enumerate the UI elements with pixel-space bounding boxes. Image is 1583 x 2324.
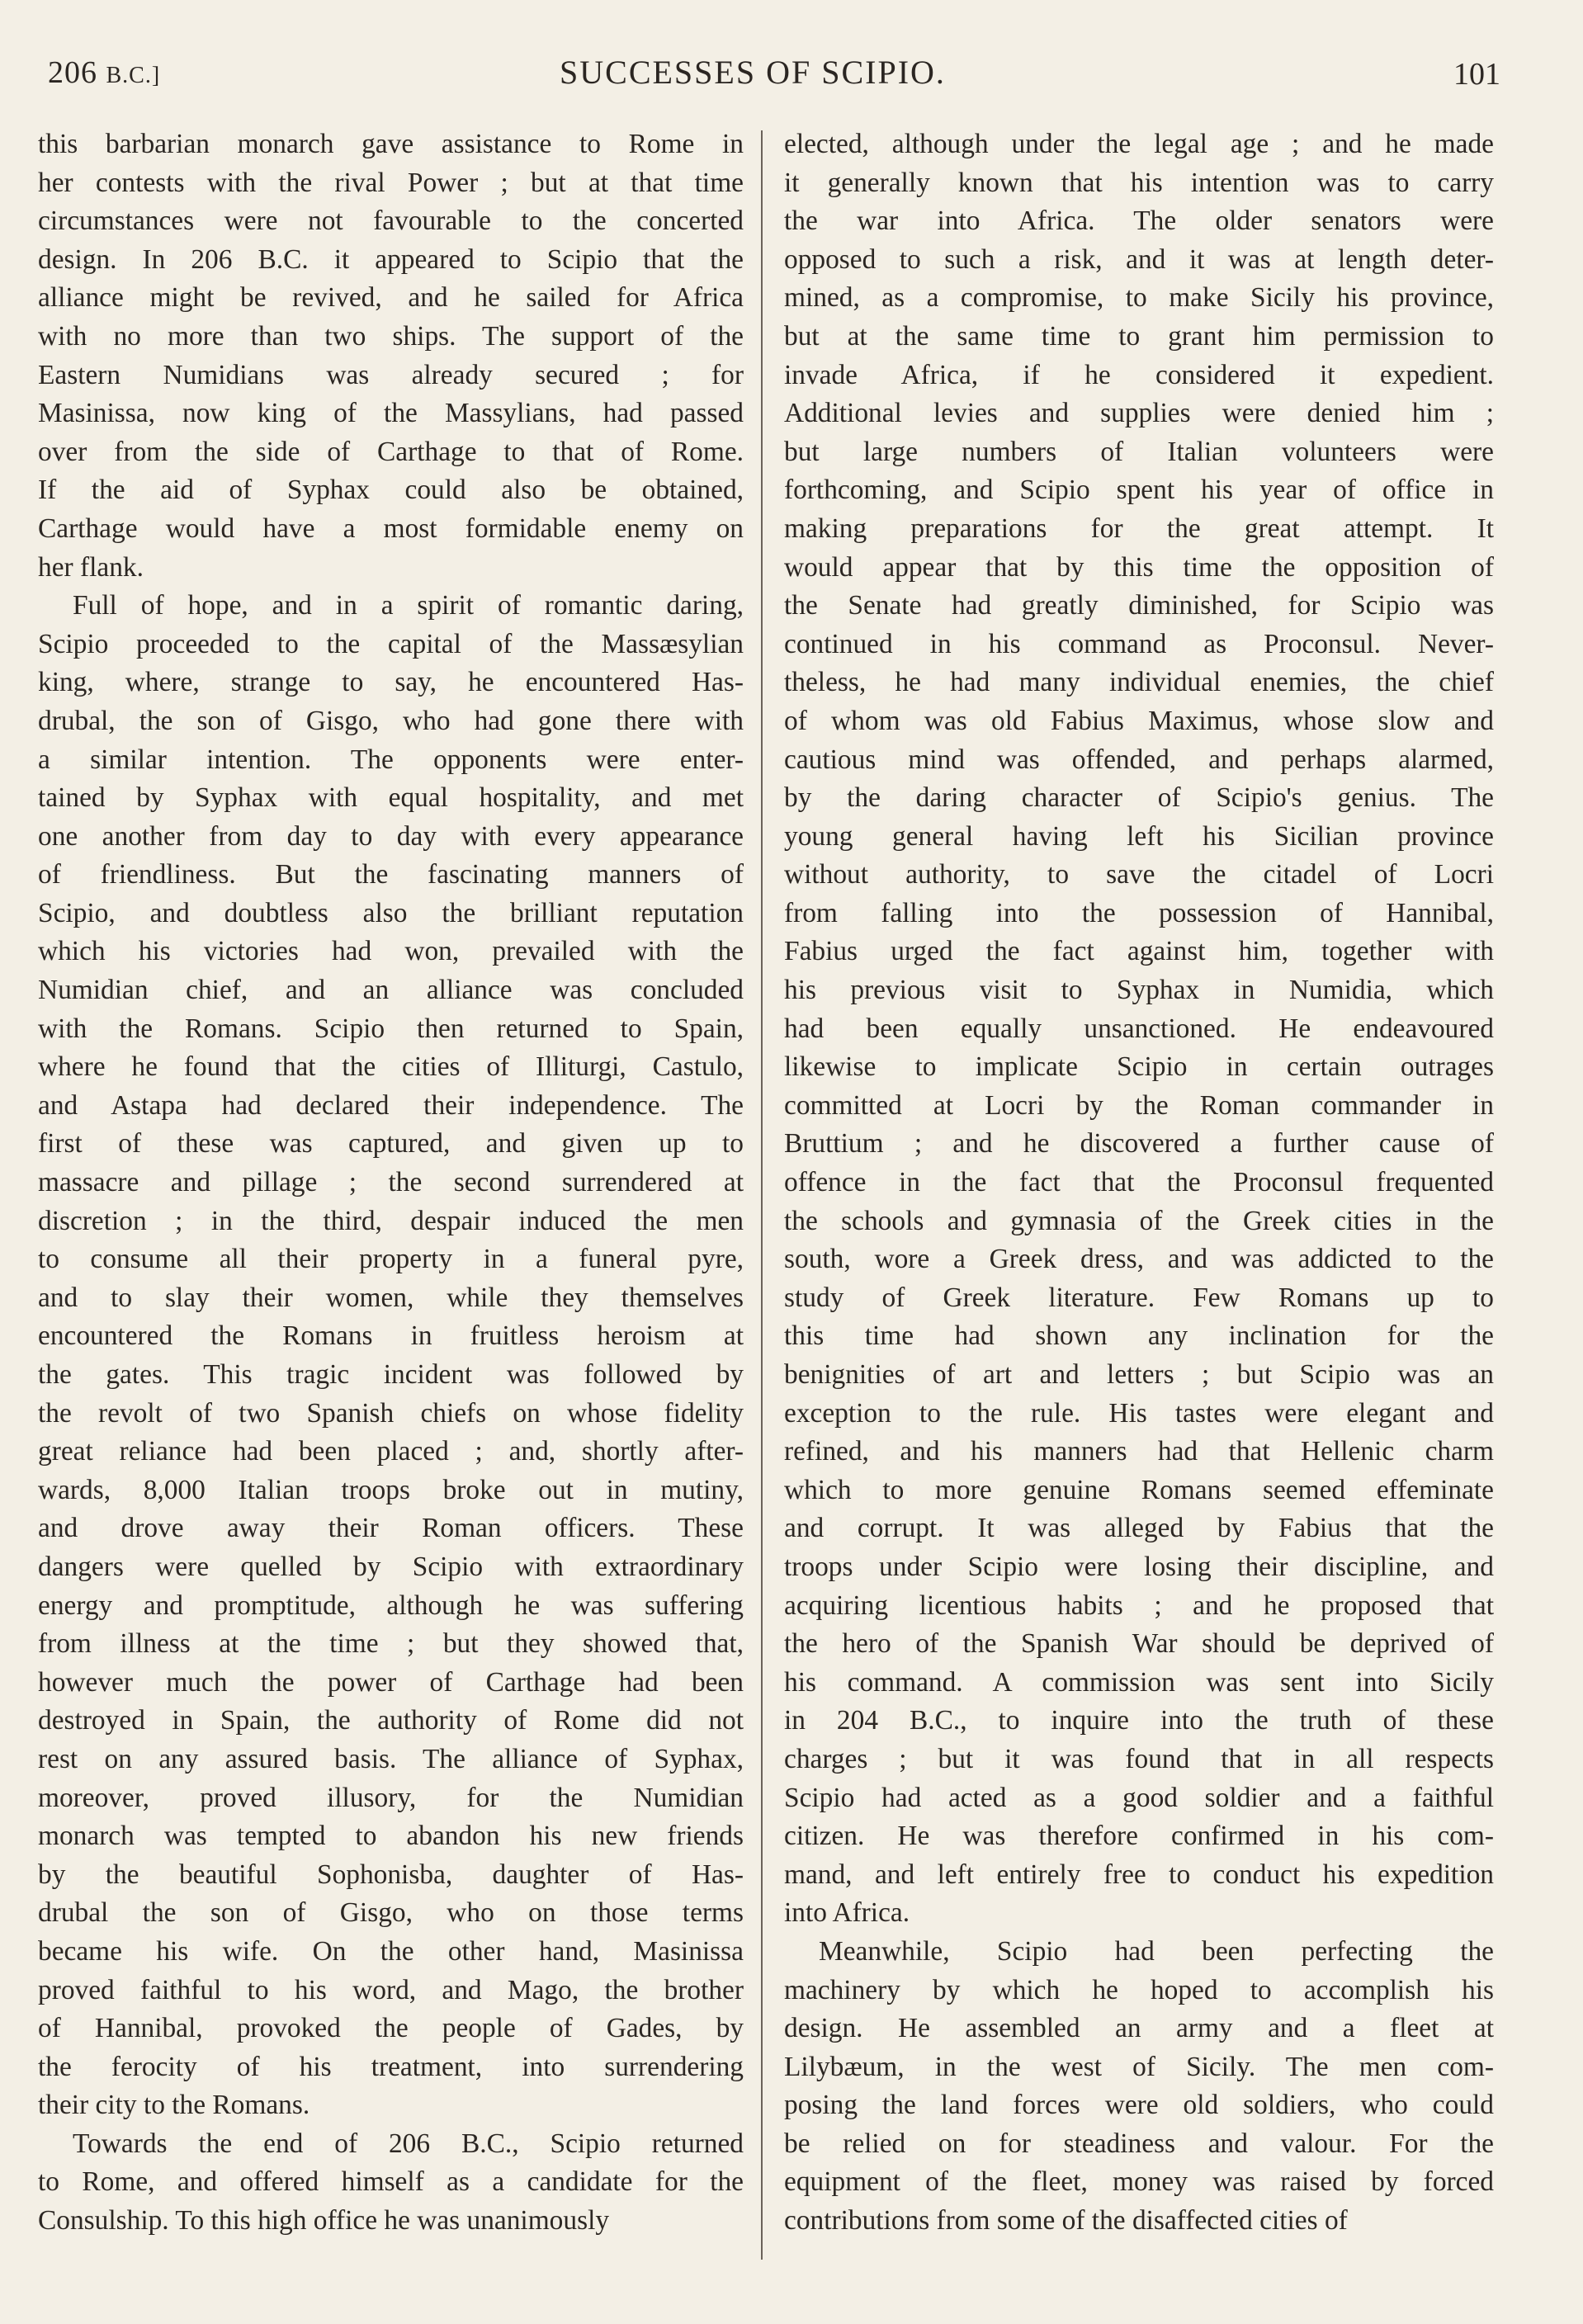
text-line: their city to the Romans. [38,2090,310,2121]
text-line: a similar intention. The opponents were enter- [38,744,744,775]
text-line: by the beautiful Sophonisba, daughter of Has- [38,1859,744,1890]
text-line: encountered the Romans in fruitless heroism at [38,1320,744,1352]
text-line: proved faithful to his word, and Mago, the brother [38,1974,744,2005]
text-line: forthcoming, and Scipio spent his year of office in [784,475,1494,506]
text-line: charges ; but it was found that in all respects [784,1743,1494,1774]
text-line: Full of hope, and in a spirit of romantic daring, [73,590,744,621]
text-line: Fabius urged the fact against him, together with [784,936,1494,967]
text-line: benignities of art and letters ; but Scipio was an [784,1359,1494,1390]
text-line: refined, and his manners had that Hellenic charm [784,1436,1494,1467]
text-line: it generally known that his intention was to carry [784,167,1494,198]
text-line: to Rome, and offered himself as a candidate for the [38,2166,744,2198]
text-line: monarch was tempted to abandon his new friends [38,1821,744,1852]
text-line: Scipio had acted as a good soldier and a faithful [784,1782,1494,1813]
text-line: the ferocity of his treatment, into surrendering [38,2051,744,2082]
text-line: would appear that by this time the opposition of [784,551,1494,583]
text-line: young general having left his Sicilian province [784,820,1494,852]
text-line: rest on any assured basis. The alliance of Syphax, [38,1743,744,1774]
text-line: where he found that the cities of Illiturgi, Castulo, [38,1051,744,1083]
text-line: offence in the fact that the Proconsul frequented [784,1167,1494,1198]
text-line: Towards the end of 206 B.C., Scipio returned [73,2128,744,2159]
text-line: into Africa. [784,1897,910,1929]
running-header [48,50,1500,107]
text-line: king, where, strange to say, he encountered Has- [38,667,744,698]
text-line: dangers were quelled by Scipio with extraordinary [38,1551,744,1582]
text-line: study of Greek literature. Few Romans up to [784,1282,1494,1313]
text-line: Lilybæum, in the west of Sicily. The men com- [784,2051,1494,2082]
text-line: of whom was old Fabius Maximus, whose slow and [784,705,1494,736]
text-line: posing the land forces were old soldiers, who could [784,2090,1494,2121]
text-line: but at the same time to grant him permission to [784,320,1494,352]
text-line: to consume all their property in a funeral pyre, [38,1244,744,1275]
text-line: invade Africa, if he considered it expedient. [784,359,1494,390]
text-line: but large numbers of Italian volunteers were [784,436,1494,467]
page-number: 101 [1453,57,1500,92]
text-line: the Senate had greatly diminished, for Scipio was [784,590,1494,621]
text-line: If the aid of Syphax could also be obtained, [38,475,744,506]
text-line: circumstances were not favourable to the concerted [38,205,744,237]
text-line: making preparations for the great attempt. It [784,513,1494,544]
text-line: and Astapa had declared their independence. The [38,1089,744,1121]
text-line: and to slay their women, while they themselves [38,1282,744,1313]
text-line: Bruttium ; and he discovered a further cause of [784,1128,1494,1160]
text-line: this time had shown any inclination for the [784,1320,1494,1352]
text-line: committed at Locri by the Roman commander in [784,1089,1494,1121]
text-line: south, wore a Greek dress, and was addicted to the [784,1244,1494,1275]
text-line: the war into Africa. The older senators were [784,205,1494,237]
text-line: likewise to implicate Scipio in certain outrages [784,1051,1494,1083]
text-line: in 204 B.C., to inquire into the truth of these [784,1705,1494,1736]
text-line: Scipio, and doubtless also the brilliant reputation [38,897,744,928]
text-line: cautious mind was offended, and perhaps alarmed, [784,744,1494,775]
text-line: citizen. He was therefore confirmed in his com- [784,1821,1494,1852]
text-line: exception to the rule. His tastes were elegant and [784,1397,1494,1429]
text-line: equipment of the fleet, money was raised by forced [784,2166,1494,2198]
text-line: mand, and left entirely free to conduct his expedition [784,1859,1494,1890]
text-line: theless, he had many individual enemies, the chief [784,667,1494,698]
text-line: design. He assembled an army and a fleet at [784,2013,1494,2044]
text-line: the schools and gymnasia of the Greek cities in the [784,1205,1494,1236]
text-line: of friendliness. But the fascinating manners of [38,859,744,890]
text-line: elected, although under the legal age ; and he made [784,129,1494,159]
text-line: and corrupt. It was alleged by Fabius that the [784,1513,1494,1544]
text-line: his previous visit to Syphax in Numidia, which [784,975,1494,1006]
text-line: which to more genuine Romans seemed effeminate [784,1474,1494,1505]
text-line: discretion ; in the third, despair induced the men [38,1205,744,1236]
text-line: however much the power of Carthage had been [38,1666,744,1698]
text-line: Masinissa, now king of the Massylians, had passed [38,398,744,429]
text-line: this barbarian monarch gave assistance to Rome in [38,129,744,159]
text-line: tained by Syphax with equal hospitality, and met [38,782,744,814]
text-line: without authority, to save the citadel of Locri [784,859,1494,890]
text-line: drubal the son of Gisgo, who on those terms [38,1897,744,1929]
right-column [784,125,1494,2241]
left-column [38,125,744,2241]
text-line: by the daring character of Scipio's genius. The [784,782,1494,814]
text-line: her contests with the rival Power ; but at that time [38,167,744,198]
text-line: the hero of the Spanish War should be deprived of [784,1628,1494,1660]
text-line: Eastern Numidians was already secured ; for [38,359,744,390]
text-line: the gates. This tragic incident was followed by [38,1359,744,1390]
text-line: troops under Scipio were losing their discipline, and [784,1551,1494,1582]
text-line: over from the side of Carthage to that of Rome. [38,436,744,467]
text-line: mined, as a compromise, to make Sicily his province, [784,282,1494,314]
text-line: Additional levies and supplies were denied him ; [784,398,1494,429]
text-line: acquiring licentious habits ; and he proposed that [784,1589,1494,1621]
text-line: her flank. [38,551,144,583]
column-divider [761,130,763,2260]
text-line: wards, 8,000 Italian troops broke out in mutiny, [38,1474,744,1505]
text-line: first of these was captured, and given up to [38,1128,744,1160]
text-line: one another from day to day with every appearance [38,820,744,852]
text-line: design. In 206 B.C. it appeared to Scipio that the [38,243,744,275]
text-line: Carthage would have a most formidable enemy on [38,513,744,544]
text-line: Consulship. To this high office he was unanimously [38,2205,610,2237]
text-line: which his victories had won, prevailed with the [38,936,744,967]
text-line: drubal, the son of Gisgo, who had gone there with [38,705,744,736]
text-line: destroyed in Spain, the authority of Rome did not [38,1705,744,1736]
text-line: be relied on for steadiness and valour. For the [784,2128,1494,2159]
text-line: the revolt of two Spanish chiefs on whose fidelity [38,1397,744,1429]
text-line: continued in his command as Proconsul. Never- [784,628,1494,659]
header-year: 206 B.C.] [48,55,161,90]
text-line: with no more than two ships. The support of the [38,320,744,352]
text-line: and drove away their Roman officers. These [38,1513,744,1544]
text-line: great reliance had been placed ; and, shortly after- [38,1436,744,1467]
text-line: opposed to such a risk, and it was at length deter- [784,243,1494,275]
text-line: energy and promptitude, although he was suffering [38,1589,744,1621]
text-line: moreover, proved illusory, for the Numidian [38,1782,744,1813]
text-line: of Hannibal, provoked the people of Gades, by [38,2013,744,2044]
text-line: his command. A commission was sent into Sicily [784,1666,1494,1698]
text-line: Numidian chief, and an alliance was concluded [38,975,744,1006]
text-line: from illness at the time ; but they showed that, [38,1628,744,1660]
text-line: with the Romans. Scipio then returned to Spain, [38,1013,744,1044]
text-line: machinery by which he hoped to accomplish his [784,1974,1494,2005]
text-line: massacre and pillage ; the second surrendered at [38,1167,744,1198]
text-line: became his wife. On the other hand, Masinissa [38,1935,744,1967]
text-line: from falling into the possession of Hannibal, [784,897,1494,928]
text-line: contributions from some of the disaffected cities of [784,2205,1348,2237]
text-line: alliance might be revived, and he sailed for Africa [38,282,744,314]
text-line: Scipio proceeded to the capital of the Massæsylian [38,628,744,659]
page-title: SUCCESSES OF SCIPIO. [560,54,946,91]
text-line: Meanwhile, Scipio had been perfecting the [819,1935,1494,1967]
text-line: had been equally unsanctioned. He endeavoured [784,1013,1494,1044]
